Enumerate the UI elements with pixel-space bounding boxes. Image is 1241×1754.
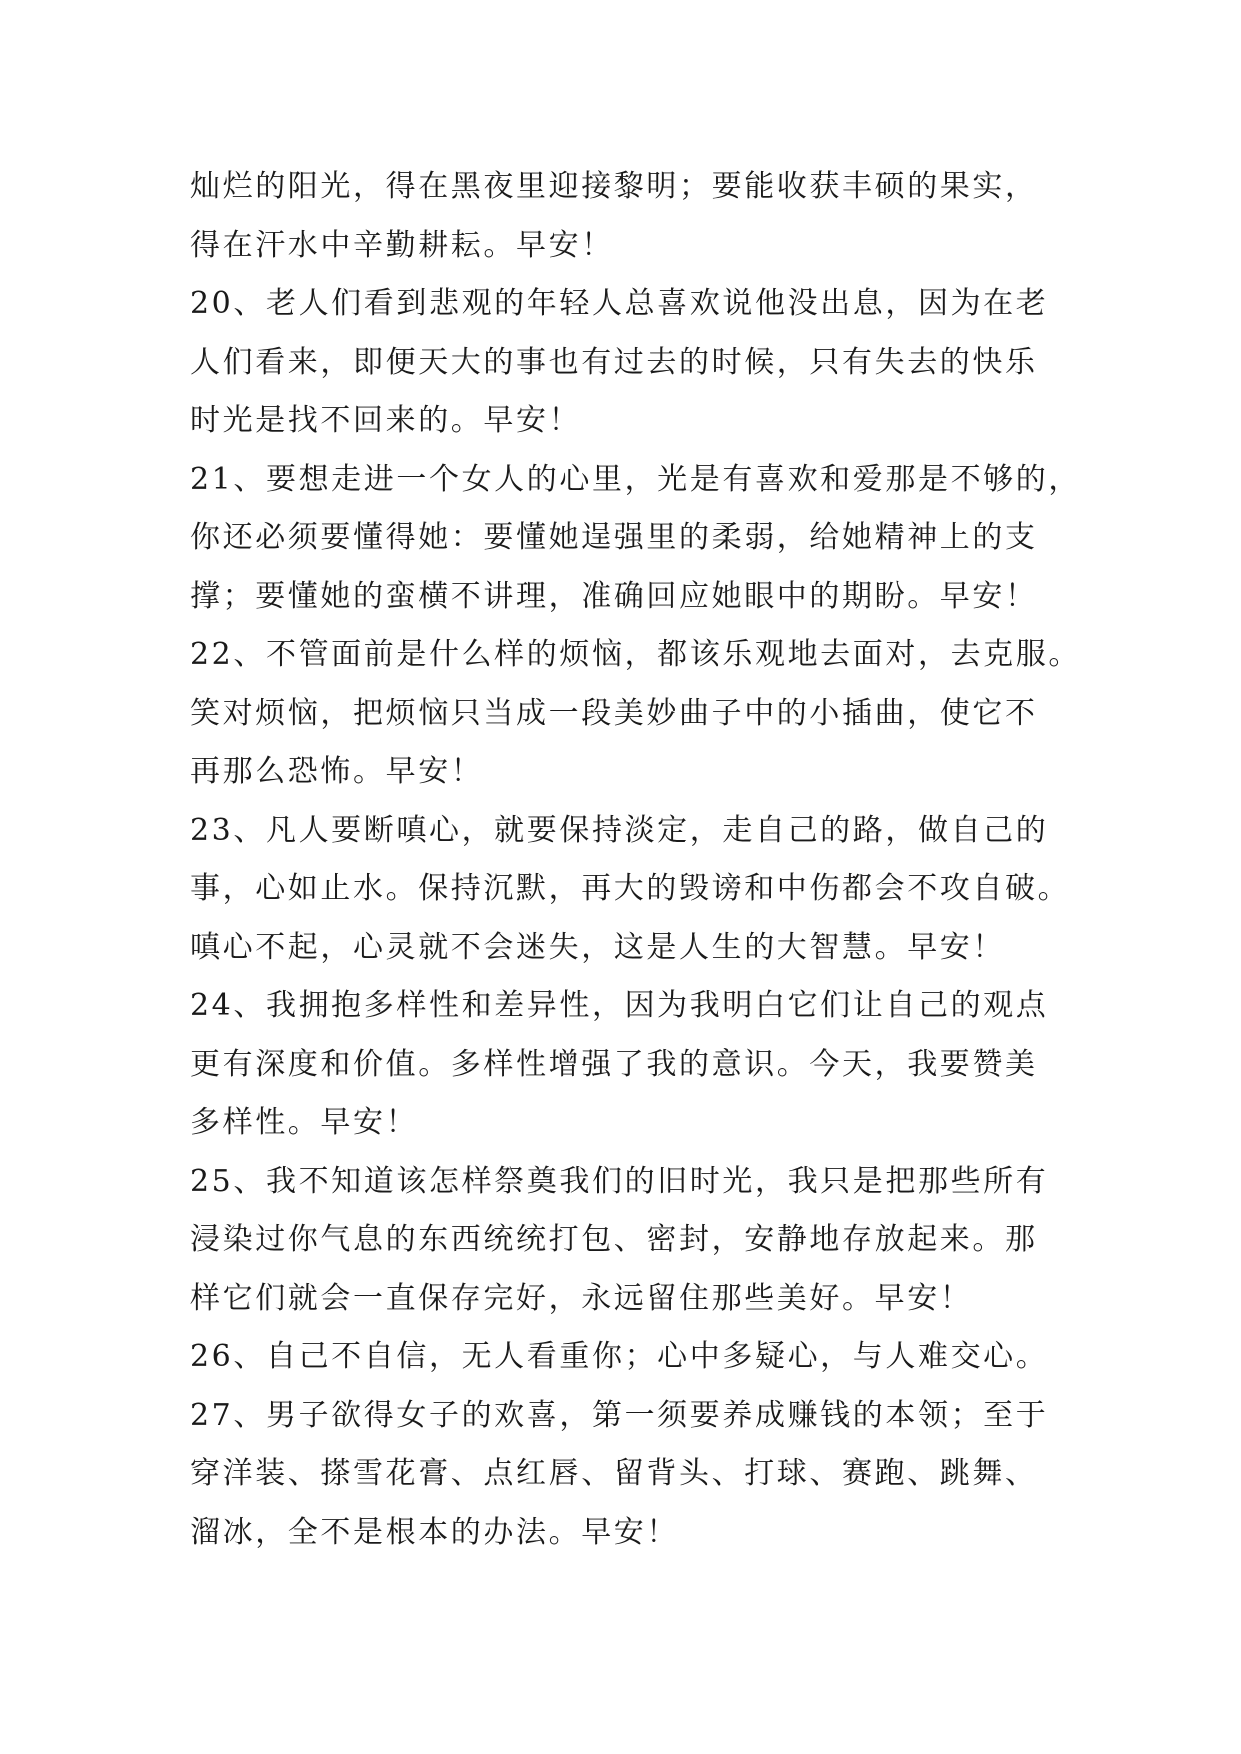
text-line: 23、凡人要断嗔心，就要保持淡定，走自己的路，做自己的 bbox=[190, 812, 1049, 848]
text-line: 撑；要懂她的蛮横不讲理，准确回应她眼中的期盼。早安！ bbox=[190, 578, 1038, 614]
text-line: 嗔心不起，心灵就不会迷失，这是人生的大智慧。早安！ bbox=[190, 929, 1005, 965]
text-line: 得在汗水中辛勤耕耘。早安！ bbox=[190, 227, 614, 263]
text-line: 穿洋装、搽雪花膏、点红唇、留背头、打球、赛跑、跳舞、 bbox=[190, 1456, 1038, 1491]
text-line: 笑对烦恼，把烦恼只当成一段美妙曲子中的小插曲，使它不 bbox=[190, 695, 1038, 731]
text-line: 21、要想走进一个女人的心里，光是有喜欢和爱那是不够的， bbox=[190, 461, 1081, 497]
text-line: 你还必须要懂得她：要懂她逞强里的柔弱，给她精神上的支 bbox=[190, 520, 1038, 555]
text-line: 浸染过你气息的东西统统打包、密封，安静地存放起来。那 bbox=[190, 1222, 1038, 1257]
body-text bbox=[190, 158, 1081, 1562]
text-line: 27、男子欲得女子的欢喜，第一须要养成赚钱的本领；至于 bbox=[190, 1397, 1049, 1433]
text-line: 样它们就会一直保存完好，永远留住那些美好。早安！ bbox=[190, 1280, 973, 1316]
text-line: 20、老人们看到悲观的年轻人总喜欢说他没出息，因为在老 bbox=[190, 286, 1049, 321]
text-line: 再那么恐怖。早安！ bbox=[190, 754, 484, 789]
text-line: 25、我不知道该怎样祭奠我们的旧时光，我只是把那些所有 bbox=[190, 1163, 1049, 1199]
text-line: 24、我拥抱多样性和差异性，因为我明白它们让自己的观点 bbox=[190, 988, 1049, 1023]
text-line: 事，心如止水。保持沉默，再大的毁谤和中伤都会不攻自破。 bbox=[190, 871, 1071, 906]
text-line: 灿烂的阳光，得在黑夜里迎接黎明；要能收获丰硕的果实， bbox=[190, 169, 1038, 204]
text-line: 更有深度和价值。多样性增强了我的意识。今天，我要赞美 bbox=[190, 1046, 1038, 1082]
text-line: 人们看来，即便天大的事也有过去的时候，只有失去的快乐 bbox=[190, 344, 1038, 380]
text-line: 多样性。早安！ bbox=[190, 1105, 419, 1140]
text-line: 时光是找不回来的。早安！ bbox=[190, 403, 582, 438]
text-line: 溜冰，全不是根本的办法。早安！ bbox=[190, 1514, 679, 1550]
text-line: 22、不管面前是什么样的烦恼，都该乐观地去面对，去克服。 bbox=[190, 637, 1081, 672]
text-line: 26、自己不自信，无人看重你；心中多疑心，与人难交心。 bbox=[190, 1339, 1049, 1374]
